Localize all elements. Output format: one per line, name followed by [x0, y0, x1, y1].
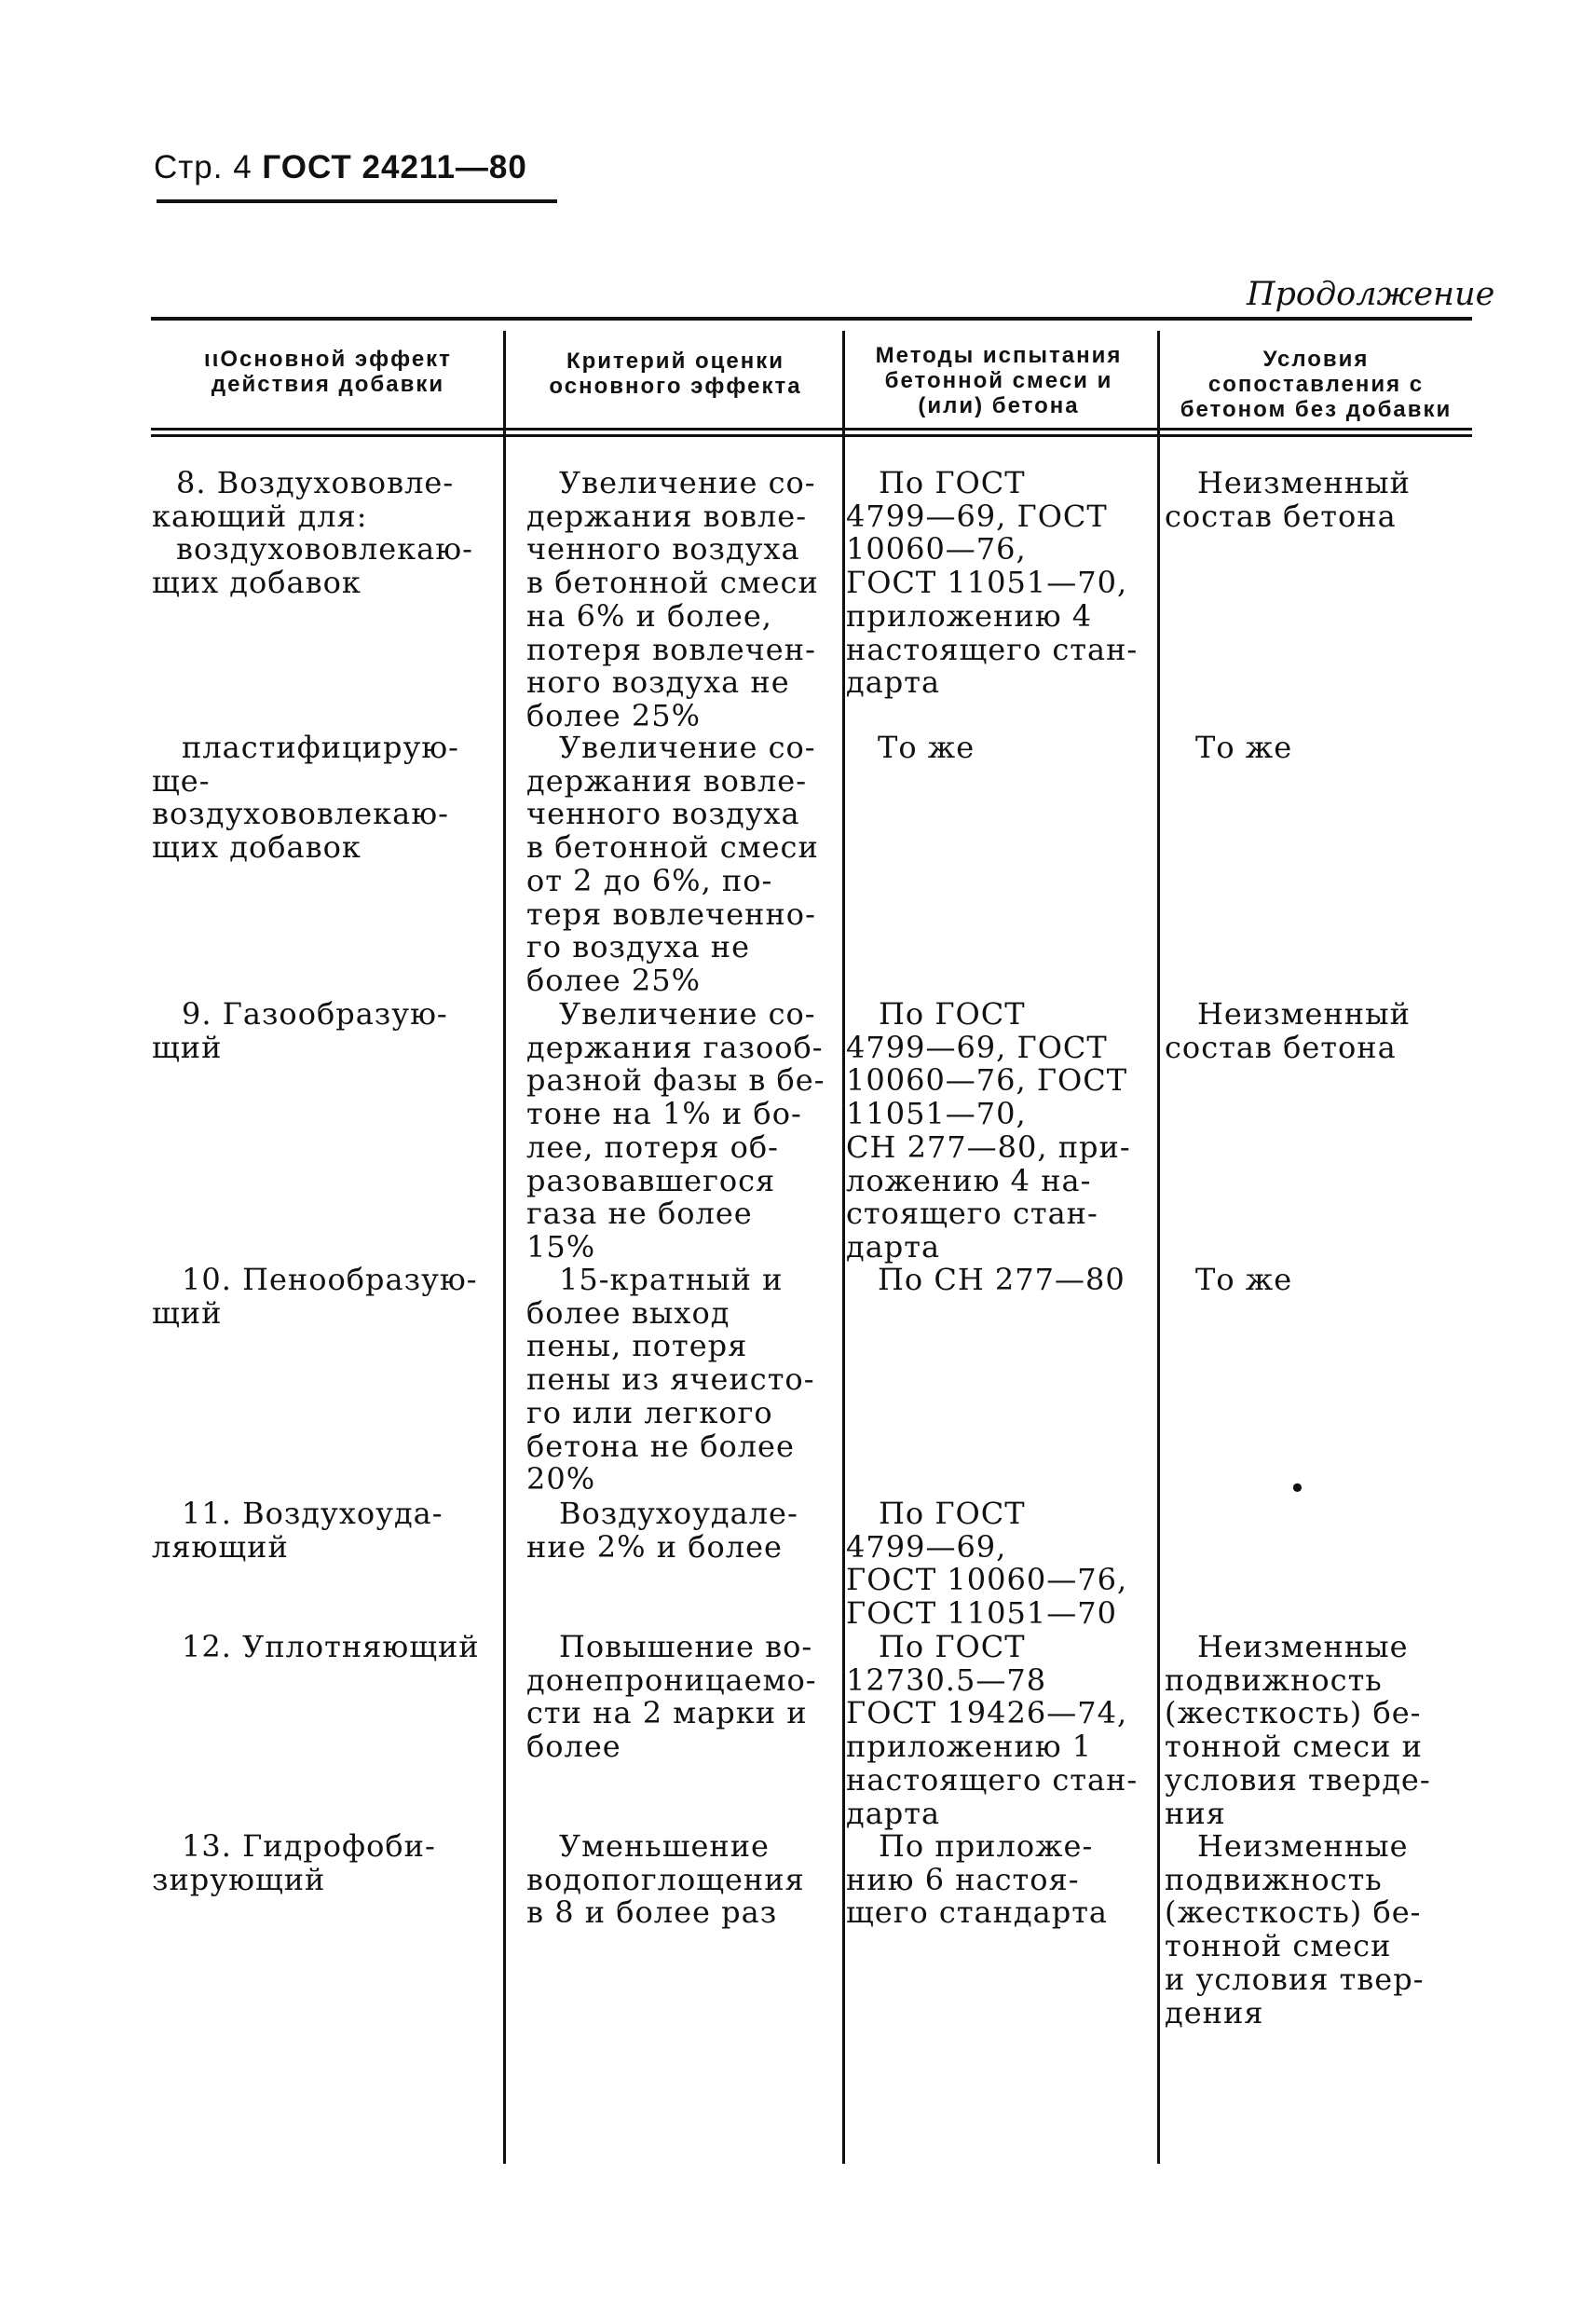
effect-cell: 10. Пенообразую- щий [152, 1262, 478, 1331]
effect-cell: 8. Воздухововле- кающий для: [152, 465, 455, 534]
method-cell: По приложе- нию 6 настоя- щего стандарта [846, 1828, 1108, 1931]
table-header-rule-1 [151, 428, 1472, 431]
continuation-label: Продолжение [1247, 276, 1495, 313]
condition-cell: • [1289, 1470, 1307, 1506]
table-header-rule-2 [151, 434, 1472, 437]
criterion-cell: Увеличение со- держания вовле- ченного воздуха в бетонной смеси на 6% и более, потеря вовлечен- ного воздуха не более 25% [526, 465, 819, 733]
column-header-method: Методы испытания бетонной смеси и (или) бетона [875, 343, 1123, 418]
effect-cell: 12. Уплотняющий [182, 1629, 480, 1664]
column-divider-3 [1157, 331, 1160, 2164]
standard-number: ГОСТ 24211—80 [262, 149, 527, 185]
method-cell: По ГОСТ 4799—69, ГОСТ 10060—76, ГОСТ 11051—70, СН 277—80, при- ложению 4 на- стоящего стан- дарта [846, 996, 1131, 1265]
column-header-effect: ιιОсновной эффект действия добавки [204, 347, 452, 397]
condition-cell: Неизменный состав бетона [1165, 465, 1411, 534]
condition-cell: То же [1195, 1262, 1293, 1297]
method-cell: По ГОСТ 12730.5—78 ГОСТ 19426—74, приложению 1 настоящего стан- дарта [846, 1629, 1139, 1831]
condition-cell: Неизменные подвижность (жесткость) бе- тонной смеси и условия твер- дения [1165, 1828, 1425, 2031]
column-header-criterion: Критерий оценки основного эффекта [549, 349, 802, 399]
criterion-cell: Воздухоудале- ние 2% и более [526, 1496, 798, 1565]
method-cell: По ГОСТ 4799—69, ГОСТ 10060—76, ГОСТ 11051—70, приложению 4 настоящего стан- дарта [846, 465, 1139, 701]
effect-cell: 13. Гидрофоби- зирующий [152, 1828, 436, 1897]
effect-cell: 11. Воздухоуда- ляющий [152, 1496, 443, 1565]
condition-cell: Неизменные подвижность (жесткость) бе- тонной смеси и условия тверде- ния [1165, 1629, 1431, 1831]
effect-cell: пластифицирую- ще-воздухововлекаю- щих добавок [152, 730, 459, 866]
method-cell: По ГОСТ 4799—69, ГОСТ 10060—76, ГОСТ 11051—70 [846, 1496, 1128, 1632]
criterion-cell: Повышение во- донепроницаемо- сти на 2 марки и более [526, 1629, 817, 1765]
page-header [154, 149, 527, 186]
condition-cell: То же [1195, 730, 1293, 765]
page-label: Стр. 4 [154, 149, 252, 185]
column-divider-1 [503, 331, 506, 2164]
table-top-rule [151, 317, 1472, 321]
condition-cell: Неизменный состав бетона [1165, 996, 1411, 1065]
method-cell: То же [878, 730, 975, 765]
criterion-cell: Уменьшение водопоглощения в 8 и более раз [526, 1828, 805, 1931]
header-rule [157, 199, 557, 203]
column-header-condition: Условия сопоставления с бетоном без добавки [1180, 347, 1453, 422]
effect-cell: воздухововлекаю- щих добавок [152, 531, 473, 600]
criterion-cell: Увеличение со- держания вовле- ченного воздуха в бетонной смеси от 2 до 6%, по- теря вовлеченно- го воздуха не более 25% [526, 730, 819, 998]
column-divider-2 [842, 331, 845, 2164]
criterion-cell: Увеличение со- держания газооб- разной фазы в бе- тоне на 1% и бо- лее, потеря об- разовавшегося газа не более 15% [526, 996, 825, 1265]
method-cell: По СН 277—80 [878, 1262, 1125, 1297]
criterion-cell: 15-кратный и более выход пены, потеря пены из ячеисто- го или легкого бетона не более 20% [526, 1262, 815, 1497]
effect-cell: 9. Газообразую- щий [152, 996, 448, 1065]
